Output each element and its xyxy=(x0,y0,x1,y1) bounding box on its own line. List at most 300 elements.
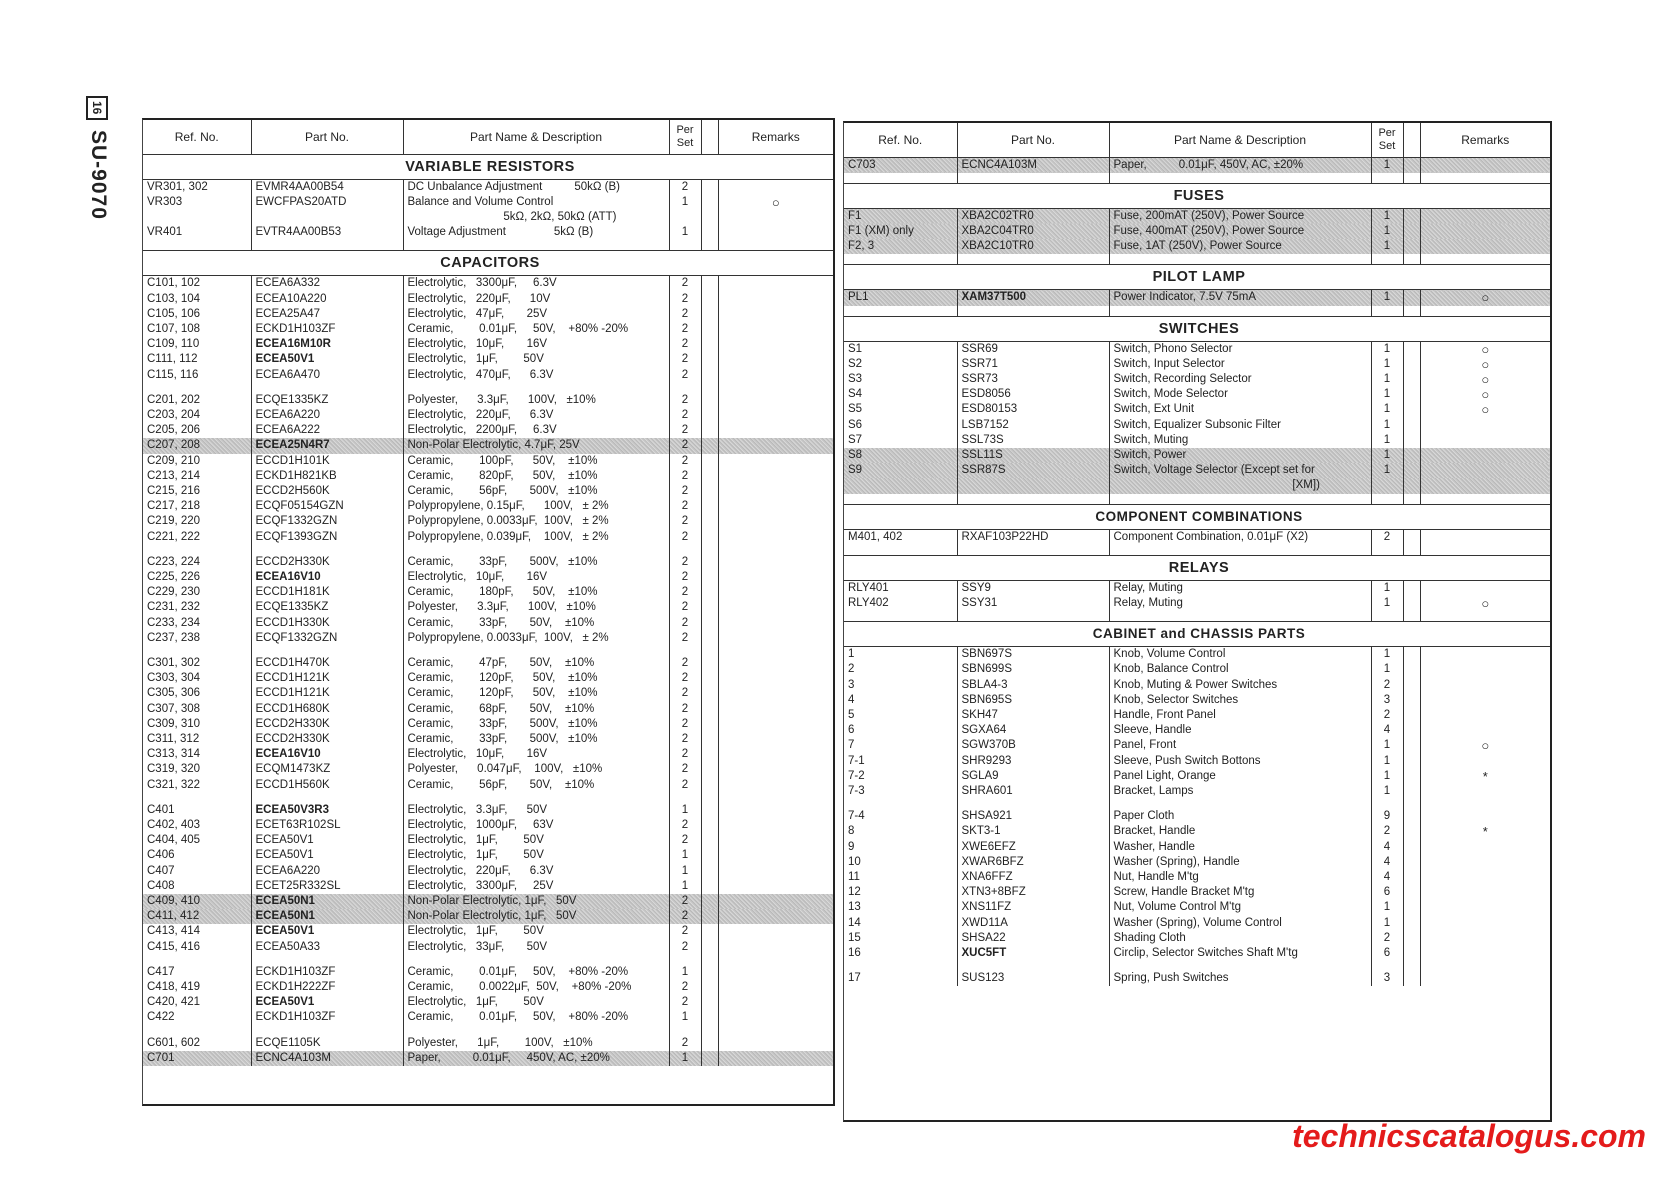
per-set-cell: 2 xyxy=(669,337,701,352)
spacer-cell xyxy=(701,368,718,383)
part-no-cell: ECQE1335KZ xyxy=(251,600,403,615)
part-no-cell xyxy=(957,478,1109,493)
spacer-cell xyxy=(701,803,718,818)
part-row xyxy=(844,870,1550,885)
spacer-cell xyxy=(1403,433,1420,448)
ref-no-cell: 17 xyxy=(844,971,957,986)
spacer-cell xyxy=(1403,946,1420,961)
spacer-cell xyxy=(1403,545,1420,556)
part-row xyxy=(844,402,1550,417)
part-no-cell: ECEA50V1 xyxy=(251,995,403,1010)
part-no-cell: ECKD1H103ZF xyxy=(251,322,403,337)
per-set-cell: 2 xyxy=(669,499,701,514)
part-no-cell: ECCD1H181K xyxy=(251,585,403,600)
spacer-cell xyxy=(701,980,718,995)
description-cell: Electrolytic, 2200μF, 6.3V xyxy=(403,423,669,438)
description-cell: Bracket, Lamps xyxy=(1109,784,1371,799)
ref-no-cell: C229, 230 xyxy=(143,585,251,600)
remarks-cell xyxy=(1420,809,1550,824)
part-row xyxy=(844,693,1550,708)
spacer-cell xyxy=(1371,961,1403,971)
remarks-cell xyxy=(1420,224,1550,239)
ref-no-cell: C703 xyxy=(844,157,957,173)
page-margin xyxy=(86,96,112,220)
part-no-cell: ECEA6A220 xyxy=(251,408,403,423)
per-set-cell: 2 xyxy=(669,484,701,499)
spacer-cell xyxy=(701,793,718,803)
description-cell: Ceramic, 100pF, 50V, ±10% xyxy=(403,454,669,469)
per-set-cell: 2 xyxy=(669,747,701,762)
spacer-cell xyxy=(1403,809,1420,824)
col-spacer xyxy=(1403,123,1420,157)
ref-no-cell: C205, 206 xyxy=(143,423,251,438)
remarks-cell xyxy=(718,995,833,1010)
spacer-cell xyxy=(1371,545,1403,556)
description-cell: Electrolytic, 1μF, 50V xyxy=(403,352,669,367)
part-no-cell: SSR69 xyxy=(957,341,1109,357)
part-no-cell: SBN699S xyxy=(957,662,1109,677)
description-cell: Electrolytic, 220μF, 6.3V xyxy=(403,864,669,879)
spacer-cell xyxy=(957,611,1109,622)
per-set-cell: 4 xyxy=(1371,723,1403,738)
spacer-cell xyxy=(701,195,718,210)
part-no-cell: ECKD1H103ZF xyxy=(251,965,403,980)
part-row xyxy=(143,965,833,980)
spacer-cell xyxy=(1420,799,1550,809)
remarks-cell xyxy=(718,909,833,924)
per-set-cell: 1 xyxy=(1371,463,1403,478)
ref-no-cell: S9 xyxy=(844,463,957,478)
spacer-cell xyxy=(669,383,701,393)
remarks-cell xyxy=(718,671,833,686)
part-row xyxy=(143,408,833,423)
description-cell: Component Combination, 0.01μF (X2) xyxy=(1109,529,1371,545)
spacer-cell xyxy=(251,383,403,393)
per-set-cell: 2 xyxy=(669,276,701,292)
spacer-cell xyxy=(143,793,251,803)
part-no-cell: ECCD1H470K xyxy=(251,656,403,671)
spacer-cell xyxy=(844,545,957,556)
spacer-cell xyxy=(1420,611,1550,622)
part-no-cell: ECCD2H330K xyxy=(251,555,403,570)
spacer-cell xyxy=(1403,463,1420,478)
part-row xyxy=(844,341,1550,357)
per-set-cell: 2 xyxy=(669,469,701,484)
description-cell: Ceramic, 33pF, 50V, ±10% xyxy=(403,616,669,631)
part-no-cell: ECCD1H101K xyxy=(251,454,403,469)
part-no-cell: ECEA50V1 xyxy=(251,924,403,939)
remarks-cell xyxy=(718,292,833,307)
per-set-cell: 2 xyxy=(1371,824,1403,839)
remarks-cell xyxy=(718,307,833,322)
remarks-cell xyxy=(718,879,833,894)
description-cell: Paper Cloth xyxy=(1109,809,1371,824)
ref-no-cell: 5 xyxy=(844,708,957,723)
ref-no-cell: 2 xyxy=(844,662,957,677)
spacer-cell xyxy=(1109,545,1371,556)
spacer-cell xyxy=(1403,840,1420,855)
spacer-cell xyxy=(1403,824,1420,839)
part-row xyxy=(143,995,833,1010)
section-header xyxy=(844,265,1550,290)
remarks-cell xyxy=(718,423,833,438)
per-set-cell: 2 xyxy=(669,833,701,848)
part-row xyxy=(143,1051,833,1066)
spacer-cell xyxy=(701,965,718,980)
part-row xyxy=(143,307,833,322)
ref-no-cell: 13 xyxy=(844,900,957,915)
model-number: SU-9070 xyxy=(87,130,110,220)
ref-no-cell: C422 xyxy=(143,1010,251,1025)
description-cell: Electrolytic, 1000μF, 63V xyxy=(403,818,669,833)
per-set-cell: 1 xyxy=(1371,402,1403,417)
section-title: FUSES xyxy=(844,183,1550,208)
part-no-cell: ECKD1H821KB xyxy=(251,469,403,484)
ref-no-cell: S8 xyxy=(844,448,957,463)
part-row xyxy=(844,931,1550,946)
row-spacer xyxy=(844,494,1550,505)
remarks-cell xyxy=(718,276,833,292)
part-row xyxy=(844,678,1550,693)
spacer-cell xyxy=(844,254,957,265)
spacer-cell xyxy=(718,955,833,965)
remarks-cell xyxy=(718,555,833,570)
part-no-cell: SHR9293 xyxy=(957,754,1109,769)
remarks-cell xyxy=(718,1010,833,1025)
spacer-cell xyxy=(701,924,718,939)
per-set-cell: 2 xyxy=(669,980,701,995)
description-cell: Electrolytic, 10μF, 16V xyxy=(403,570,669,585)
remarks-cell xyxy=(718,894,833,909)
description-cell: Switch, Phono Selector xyxy=(1109,341,1371,357)
spacer-cell xyxy=(718,1026,833,1036)
per-set-cell: 1 xyxy=(1371,596,1403,611)
remarks-cell xyxy=(718,702,833,717)
ref-no-cell: C301, 302 xyxy=(143,656,251,671)
part-row xyxy=(143,368,833,383)
spacer-cell xyxy=(1403,678,1420,693)
remarks-cell xyxy=(718,924,833,939)
description-cell: Relay, Muting xyxy=(1109,580,1371,596)
spacer-cell xyxy=(844,306,957,317)
description-cell: Switch, Power xyxy=(1109,448,1371,463)
spacer-cell xyxy=(1403,870,1420,885)
remarks-cell: ○ xyxy=(1481,738,1490,754)
spacer-cell xyxy=(701,383,718,393)
remarks-cell xyxy=(1420,678,1550,693)
ref-no-cell: C401 xyxy=(143,803,251,818)
spacer-cell xyxy=(701,894,718,909)
row-spacer xyxy=(143,240,833,251)
row-spacer xyxy=(143,793,833,803)
part-no-cell: ECET25R332SL xyxy=(251,879,403,894)
row-spacer xyxy=(844,254,1550,265)
remarks-cell xyxy=(718,322,833,337)
spacer-cell xyxy=(957,961,1109,971)
remarks-cell xyxy=(718,732,833,747)
part-row xyxy=(143,322,833,337)
per-set-cell: 2 xyxy=(669,438,701,453)
per-set-cell: 1 xyxy=(1371,662,1403,677)
per-set-cell: 2 xyxy=(669,909,701,924)
part-no-cell: SBN697S xyxy=(957,647,1109,663)
spacer-cell xyxy=(1403,478,1420,493)
part-row xyxy=(143,616,833,631)
remarks-cell xyxy=(1420,723,1550,738)
part-no-cell: LSB7152 xyxy=(957,418,1109,433)
spacer-cell xyxy=(957,306,1109,317)
part-row xyxy=(143,671,833,686)
part-no-cell xyxy=(251,210,403,225)
part-row xyxy=(143,438,833,453)
part-no-cell: ECQE1335KZ xyxy=(251,393,403,408)
spacer-cell xyxy=(844,173,957,184)
spacer-cell xyxy=(701,1051,718,1066)
per-set-cell: 1 xyxy=(669,879,701,894)
part-row xyxy=(143,879,833,894)
per-set-cell: 4 xyxy=(1371,855,1403,870)
spacer-cell xyxy=(701,484,718,499)
description-cell: Relay, Muting xyxy=(1109,596,1371,611)
per-set-cell: 4 xyxy=(1371,870,1403,885)
description-cell: Fuse, 1AT (250V), Power Source xyxy=(1109,239,1371,254)
part-row xyxy=(844,723,1550,738)
ref-no-cell: C111, 112 xyxy=(143,352,251,367)
row-spacer xyxy=(844,545,1550,556)
row-spacer xyxy=(143,646,833,656)
ref-no-cell: C411, 412 xyxy=(143,909,251,924)
spacer-cell xyxy=(1420,961,1550,971)
ref-no-cell: S3 xyxy=(844,372,957,387)
remarks-cell xyxy=(1420,157,1550,173)
description-cell: Non-Polar Electrolytic, 1μF, 50V xyxy=(403,909,669,924)
part-no-cell: ECCD1H330K xyxy=(251,616,403,631)
ref-no-cell: C101, 102 xyxy=(143,276,251,292)
spacer-cell xyxy=(1420,494,1550,505)
section-title: CABINET and CHASSIS PARTS xyxy=(844,622,1550,647)
spacer-cell xyxy=(701,499,718,514)
part-row xyxy=(143,747,833,762)
spacer-cell xyxy=(701,276,718,292)
ref-no-cell: 7 xyxy=(844,738,957,753)
description-cell: Power Indicator, 7.5V 75mA xyxy=(1109,290,1371,306)
remarks-cell xyxy=(718,686,833,701)
remarks-cell xyxy=(1420,647,1550,663)
part-no-cell: ECEA50A33 xyxy=(251,940,403,955)
per-set-cell: 2 xyxy=(1371,931,1403,946)
part-row xyxy=(844,478,1550,493)
part-no-cell: SGLA9 xyxy=(957,769,1109,784)
ref-no-cell: 8 xyxy=(844,824,957,839)
per-set-cell: 2 xyxy=(669,393,701,408)
part-no-cell: EVMR4AA00B54 xyxy=(251,179,403,195)
row-spacer xyxy=(844,799,1550,809)
part-row xyxy=(143,423,833,438)
part-row xyxy=(143,276,833,292)
spacer-cell xyxy=(1403,372,1420,387)
spacer-cell xyxy=(1403,448,1420,463)
ref-no-cell: 6 xyxy=(844,723,957,738)
spacer-cell xyxy=(1403,173,1420,184)
part-row xyxy=(143,225,833,240)
spacer-cell xyxy=(1403,784,1420,799)
remarks-cell xyxy=(718,1036,833,1051)
spacer-cell xyxy=(143,955,251,965)
col-part-no: Part No. xyxy=(251,120,403,154)
description-cell: Paper, 0.01μF, 450V, AC, ±20% xyxy=(1109,157,1371,173)
part-no-cell: ECQF05154GZN xyxy=(251,499,403,514)
remarks-cell: ○ xyxy=(1481,387,1490,403)
remarks-cell xyxy=(1420,662,1550,677)
part-no-cell: ECEA6A332 xyxy=(251,276,403,292)
description-cell: [XM]) xyxy=(1109,478,1371,493)
per-set-cell: 2 xyxy=(669,762,701,777)
section-header xyxy=(844,183,1550,208)
description-cell: Polypropylene, 0.039μF, 100V, ± 2% xyxy=(403,530,669,545)
description-cell: Ceramic, 120pF, 50V, ±10% xyxy=(403,686,669,701)
spacer-cell xyxy=(701,514,718,529)
part-no-cell: XNA6FFZ xyxy=(957,870,1109,885)
description-cell: Electrolytic, 1μF, 50V xyxy=(403,924,669,939)
ref-no-cell: 12 xyxy=(844,885,957,900)
spacer-cell xyxy=(1403,708,1420,723)
spacer-cell xyxy=(1109,799,1371,809)
spacer-cell xyxy=(1109,494,1371,505)
remarks-cell xyxy=(718,530,833,545)
per-set-cell: 9 xyxy=(1371,809,1403,824)
spacer-cell xyxy=(1403,662,1420,677)
ref-no-cell: M401, 402 xyxy=(844,529,957,545)
part-no-cell: SGW370B xyxy=(957,738,1109,753)
part-no-cell: XUC5FT xyxy=(957,946,1109,961)
spacer-cell xyxy=(1403,916,1420,931)
spacer-cell xyxy=(701,955,718,965)
spacer-cell xyxy=(1403,855,1420,870)
remarks-cell xyxy=(718,631,833,646)
spacer-cell xyxy=(1403,961,1420,971)
spacer-cell xyxy=(701,686,718,701)
part-row xyxy=(143,292,833,307)
description-cell: Ceramic, 180pF, 50V, ±10% xyxy=(403,585,669,600)
remarks-cell xyxy=(718,499,833,514)
part-row xyxy=(143,940,833,955)
section-header xyxy=(844,622,1550,647)
part-row xyxy=(844,855,1550,870)
parts-list-left xyxy=(142,118,835,1106)
per-set-cell: 2 xyxy=(1371,708,1403,723)
part-row xyxy=(143,818,833,833)
ref-no-cell: RLY401 xyxy=(844,580,957,596)
spacer-cell xyxy=(701,879,718,894)
spacer-cell xyxy=(251,240,403,251)
part-no-cell: ECEA50V3R3 xyxy=(251,803,403,818)
ref-no-cell: 14 xyxy=(844,916,957,931)
per-set-cell: 2 xyxy=(669,656,701,671)
description-cell: Polyester, 3.3μF, 100V, ±10% xyxy=(403,600,669,615)
part-row xyxy=(143,530,833,545)
part-no-cell: XWD11A xyxy=(957,916,1109,931)
spacer-cell xyxy=(1403,769,1420,784)
per-set-cell: 2 xyxy=(669,686,701,701)
remarks-cell xyxy=(718,352,833,367)
description-cell: Screw, Handle Bracket M'tg xyxy=(1109,885,1371,900)
ref-no-cell: C309, 310 xyxy=(143,717,251,732)
ref-no-cell: C420, 421 xyxy=(143,995,251,1010)
ref-no-cell: C413, 414 xyxy=(143,924,251,939)
spacer-cell xyxy=(718,793,833,803)
description-cell: Ceramic, 47pF, 50V, ±10% xyxy=(403,656,669,671)
ref-no-cell: C321, 322 xyxy=(143,778,251,793)
part-row xyxy=(844,372,1550,387)
ref-no-cell: 9 xyxy=(844,840,957,855)
spacer-cell xyxy=(1109,254,1371,265)
spacer-cell xyxy=(701,292,718,307)
spacer-cell xyxy=(1109,173,1371,184)
per-set-cell: 1 xyxy=(1371,754,1403,769)
per-set-cell: 1 xyxy=(669,848,701,863)
spacer-cell xyxy=(1403,596,1420,611)
remarks-cell xyxy=(1420,208,1550,224)
per-set-cell: 1 xyxy=(1371,290,1403,306)
description-cell: Ceramic, 120pF, 50V, ±10% xyxy=(403,671,669,686)
part-no-cell: ECQF1393GZN xyxy=(251,530,403,545)
spacer-cell xyxy=(718,646,833,656)
per-set-cell: 1 xyxy=(1371,239,1403,254)
spacer-cell xyxy=(1403,208,1420,224)
per-set-cell: 2 xyxy=(669,292,701,307)
spacer-cell xyxy=(701,530,718,545)
per-set-cell: 2 xyxy=(669,1036,701,1051)
remarks-cell xyxy=(718,656,833,671)
remarks-cell xyxy=(718,940,833,955)
spacer-cell xyxy=(844,799,957,809)
description-cell: DC Unbalance Adjustment 50kΩ (B) xyxy=(403,179,669,195)
spacer-cell xyxy=(1403,738,1420,753)
description-cell: Ceramic, 56pF, 50V, ±10% xyxy=(403,778,669,793)
ref-no-cell: C221, 222 xyxy=(143,530,251,545)
part-no-cell: ECEA16V10 xyxy=(251,747,403,762)
spacer-cell xyxy=(844,611,957,622)
spacer-cell xyxy=(701,717,718,732)
remarks-cell xyxy=(718,833,833,848)
part-no-cell: ESD8056 xyxy=(957,387,1109,402)
part-no-cell: ECEA50V1 xyxy=(251,848,403,863)
remarks-cell xyxy=(1420,239,1550,254)
spacer-cell xyxy=(701,1036,718,1051)
per-set-cell: 1 xyxy=(669,864,701,879)
per-set-cell: 1 xyxy=(1371,341,1403,357)
per-set-cell: 2 xyxy=(669,671,701,686)
remarks-cell xyxy=(718,337,833,352)
description-cell: Electrolytic, 10μF, 16V xyxy=(403,747,669,762)
remarks-cell xyxy=(718,1051,833,1066)
part-no-cell: SSR71 xyxy=(957,357,1109,372)
per-set-cell: 2 xyxy=(669,555,701,570)
part-no-cell: ECCD1H121K xyxy=(251,671,403,686)
parts-list-right xyxy=(843,121,1552,1122)
remarks-cell xyxy=(1420,433,1550,448)
description-cell: Electrolytic, 1μF, 50V xyxy=(403,833,669,848)
per-set-cell: 3 xyxy=(1371,693,1403,708)
per-set-cell: 2 xyxy=(669,702,701,717)
remarks-cell xyxy=(1420,754,1550,769)
part-no-cell: ECEA50N1 xyxy=(251,894,403,909)
part-row xyxy=(844,900,1550,915)
spacer-cell xyxy=(1403,418,1420,433)
ref-no-cell xyxy=(143,210,251,225)
description-cell: Sleeve, Push Switch Bottons xyxy=(1109,754,1371,769)
spacer-cell xyxy=(143,1026,251,1036)
